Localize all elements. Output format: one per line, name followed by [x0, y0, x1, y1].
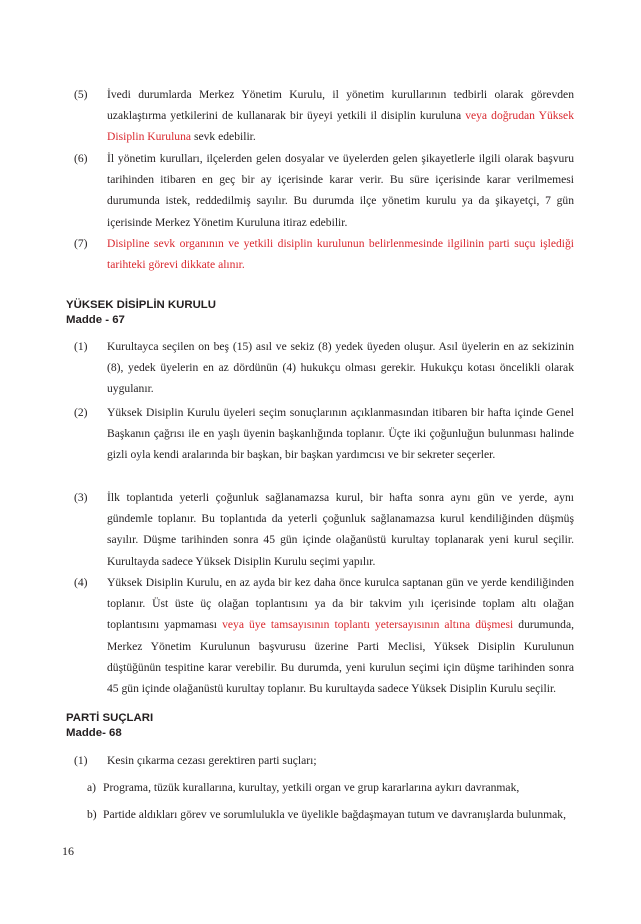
item-number: (6) — [74, 152, 88, 165]
article-item — [74, 572, 574, 699]
item-text: İlk toplantıda yeterli çoğunluk sağlanamazsa kurul, bir hafta sonra aynı gün ve yerde, aynı gündemle toplanır. Bu toplantıda da yeterli çoğunluk sağlanamazsa kurul kendiliğinden düşmüş sayılır. Düşme tarihinden sonra 45 gün içinde olağanüstü kurultay toplanarak yeni kurul seçilir. Kurultayda sadece Yüksek Disiplin Kurulu seçimi yapılır. — [107, 491, 574, 568]
item-number: (7) — [74, 237, 88, 250]
sub-item-text: Partide aldıkları görev ve sorumlulukla ve üyelikle bağdaşmayan tutum ve davranışlarda bulunmak, — [103, 808, 566, 821]
item-text: Kurultayca seçilen on beş (15) asıl ve sekiz (8) yedek üyeden oluşur. Asıl üyelerin en az sekizinin (8), yedek üyelerin en az dördünün (4) hukukçu olması gerekir. Hukukçu kotası öncelikli olarak uygulanır. — [107, 340, 574, 396]
article-item — [74, 233, 574, 275]
article-item — [74, 487, 574, 572]
sub-item-letter: a) — [87, 781, 97, 794]
item-text: Yüksek Disiplin Kurulu üyeleri seçim sonuçlarının açıklanmasından itibaren bir hafta içinde Genel Başkanın çağrısı ile en yaşlı üyenin başkanlığında toplanır. Üçte iki çoğunluğun bulunması halinde gizli oyla kendi aralarında bir başkan, bir başkan yardımcısı ve bir sekreter seçerler. — [107, 406, 574, 462]
item-number: (5) — [74, 88, 88, 101]
item-text-part: sevk edebilir. — [191, 130, 256, 144]
item-text: İl yönetim kurulları, ilçelerden gelen dosyalar ve üyelerden gelen şikayetlerle ilgili olarak başvuru tarihinden itibaren en geç bir ay içerisinde karar verir. Bu süre içerisinde karar verilmemesi durumunda istek, reddedilmiş sayılır. Bu durumda ilçe yönetim kurulu ya da şikayetçi, 7 gün içerisinde Merkez Yönetim Kuruluna itiraz edebilir. — [107, 152, 574, 229]
madde-label: Madde - 67 — [66, 314, 125, 326]
item-text-part: Yüksek Disiplin Kurulu, en az ayda bir kez daha önce kurulca saptanan gün ve yerde kendiliğinden toplanır. Üst üste üç olağan toplantısını ya da bir takvim yılı içerisinde toplam altı olağan toplantısını yapmaması — [107, 576, 574, 632]
item-text-part: İvedi durumlarda Merkez Yönetim Kurulu, il yönetim kurullarının tedbirli olarak görevden uzaklaştırma yetkilerini de kullanarak bir üyeyi yetkili il disiplin kuruluna — [107, 88, 574, 123]
sub-item — [87, 777, 572, 798]
article-item — [74, 402, 574, 466]
item-number: (4) — [74, 576, 88, 589]
sub-item-letter: b) — [87, 808, 97, 821]
section-heading: PARTİ SUÇLARI — [66, 712, 154, 724]
page-number: 16 — [62, 844, 74, 858]
item-text-highlight: veya doğrudan Yüksek Disiplin Kuruluna — [107, 109, 574, 144]
article-item — [74, 84, 574, 148]
item-text-part: durumunda, Merkez Yönetim Kurulunun başvurusu üzerine Parti Meclisi, Yüksek Disiplin Kurulunun düştüğünün tespitine karar verebilir. Bu durumda, yeni kurulun seçimi için düşme tarihinden sonra 45 gün içinde olağanüstü kurultay toplanır. Bu kurultayda sadece Yüksek Disiplin Kurulu seçilir. — [107, 618, 574, 696]
item-number: (1) — [74, 340, 88, 353]
sub-item-text: Programa, tüzük kurallarına, kurultay, yetkili organ ve grup kararlarına aykırı davranmak, — [103, 781, 520, 794]
article-item — [74, 148, 574, 233]
item-text: Kesin çıkarma cezası gerektiren parti suçları; — [107, 754, 317, 767]
item-text-highlight: Disipline sevk organının ve yetkili disiplin kurulunun belirlenmesinde ilgilinin parti suçu işlediği tarihteki görevi dikkate alınır. — [107, 237, 574, 272]
sub-item — [87, 804, 572, 825]
item-number: (1) — [74, 754, 88, 767]
item-text — [107, 572, 574, 699]
madde-label: Madde- 68 — [66, 727, 122, 739]
item-number: (3) — [74, 491, 88, 504]
article-item — [74, 750, 574, 771]
item-text-highlight: veya üye tamsayısının toplantı yetersayısının altına düşmesi — [222, 618, 514, 632]
article-item — [74, 336, 574, 400]
section-heading: YÜKSEK DİSİPLİN KURULU — [66, 299, 216, 311]
item-text — [107, 84, 574, 148]
item-number: (2) — [74, 406, 88, 419]
